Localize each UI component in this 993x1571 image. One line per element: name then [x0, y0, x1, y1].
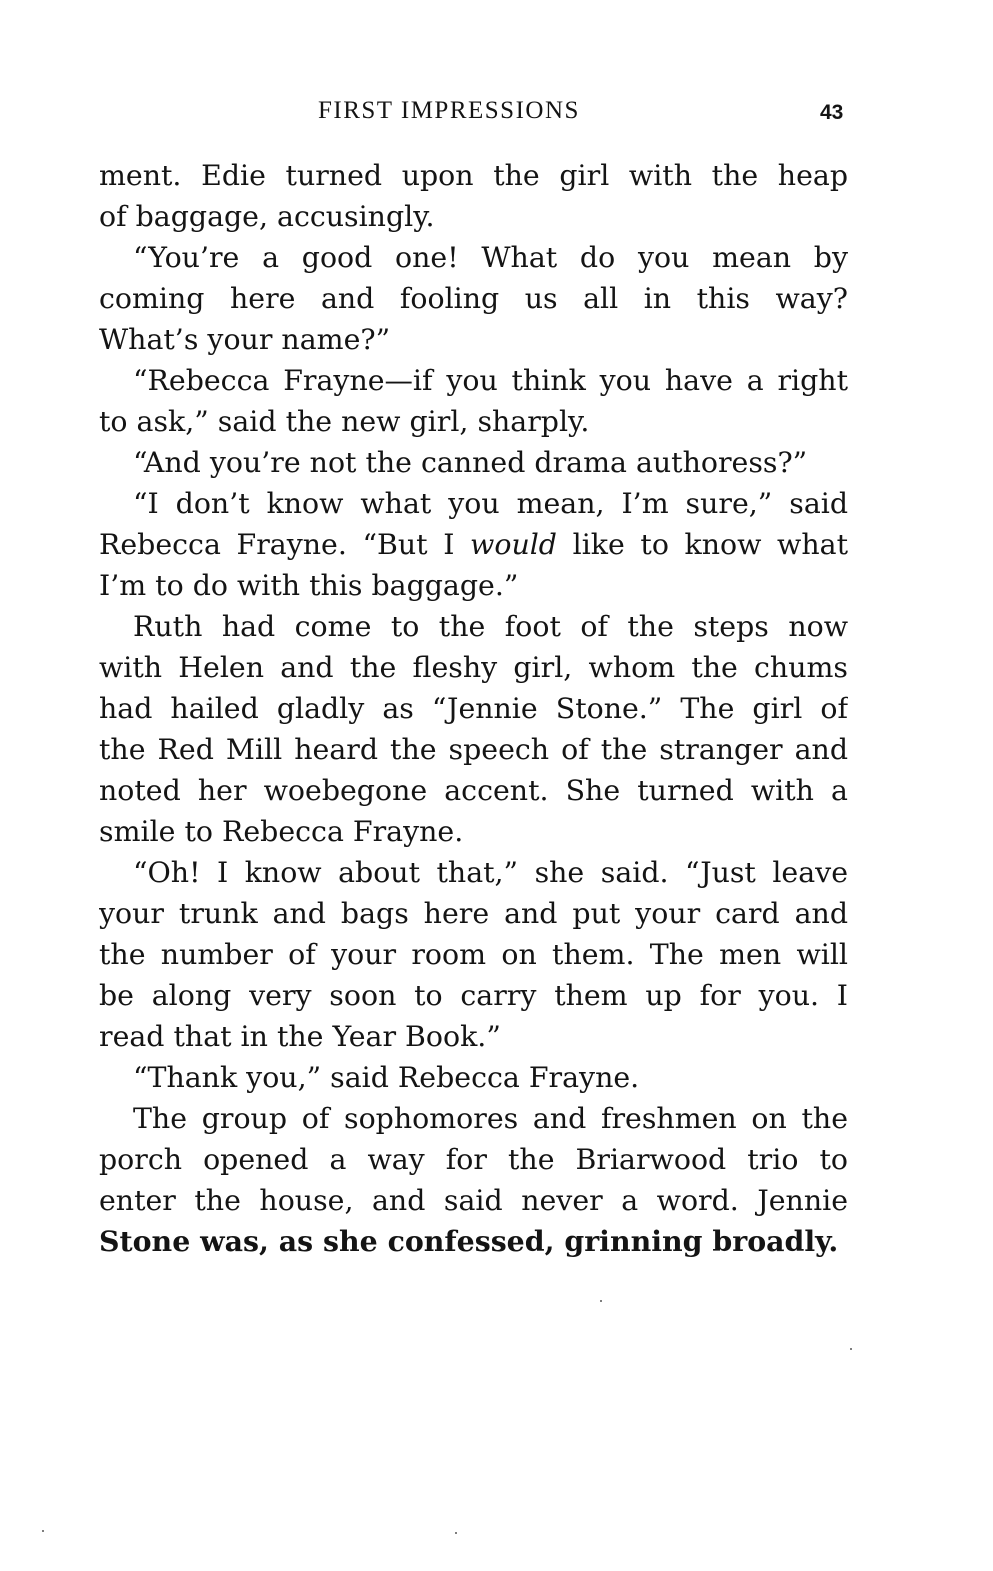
- text-run: Rebecca Frayne. “But I: [99, 528, 471, 561]
- text-line: “Thank you,” said Rebecca Frayne.: [133, 1061, 640, 1094]
- body-text: [99, 155, 848, 1262]
- text-line: noted her woebegone accent. She turned with a: [99, 774, 848, 807]
- scan-speck: [850, 1348, 852, 1350]
- text-line: the number of your room on them. The men will: [99, 938, 848, 971]
- text-line: “You’re a good one! What do you mean by: [133, 241, 848, 274]
- text-line: “Rebecca Frayne—if you think you have a right: [133, 364, 848, 397]
- text-line: be along very soon to carry them up for you. I: [99, 979, 848, 1012]
- text-line: with Helen and the fleshy girl, whom the chums: [99, 651, 848, 684]
- text-line: [99, 524, 848, 565]
- text-line: enter the house, and said never a word. Jennie: [99, 1184, 848, 1217]
- text-line: coming here and fooling us all in this way?: [99, 282, 848, 315]
- text-line: Ruth had come to the foot of the steps now: [133, 610, 848, 643]
- page-number: 43: [820, 101, 844, 124]
- text-line: “Oh! I know about that,” she said. “Just leave: [133, 856, 848, 889]
- text-line: porch opened a way for the Briarwood trio to: [99, 1143, 848, 1176]
- text-line: the Red Mill heard the speech of the stranger and: [99, 733, 848, 766]
- running-head: [0, 94, 993, 128]
- text-line: I’m to do with this baggage.”: [99, 569, 519, 602]
- scan-speck: [455, 1532, 457, 1534]
- text-line: read that in the Year Book.”: [99, 1020, 501, 1053]
- italic-word: would: [470, 528, 557, 561]
- text-line: “I don’t know what you mean, I’m sure,” said: [133, 487, 848, 520]
- text-line: Stone was, as she confessed, grinning broadly.: [99, 1224, 839, 1258]
- text-line: your trunk and bags here and put your card and: [99, 897, 848, 930]
- text-line: to ask,” said the new girl, sharply.: [99, 405, 590, 438]
- text-line: of baggage, accusingly.: [99, 200, 435, 233]
- text-line: smile to Rebecca Frayne.: [99, 815, 464, 848]
- text-line: What’s your name?”: [99, 323, 391, 356]
- scan-speck: [600, 1300, 602, 1302]
- text-line: The group of sophomores and freshmen on the: [133, 1102, 848, 1135]
- text-line: ment. Edie turned upon the girl with the heap: [99, 159, 848, 192]
- text-run: like to know what: [556, 528, 848, 561]
- scan-speck: [42, 1530, 44, 1532]
- running-title: FIRST IMPRESSIONS: [318, 97, 580, 124]
- text-line: “And you’re not the canned drama authoress?”: [133, 446, 808, 479]
- text-line: had hailed gladly as “Jennie Stone.” The girl of: [99, 692, 848, 725]
